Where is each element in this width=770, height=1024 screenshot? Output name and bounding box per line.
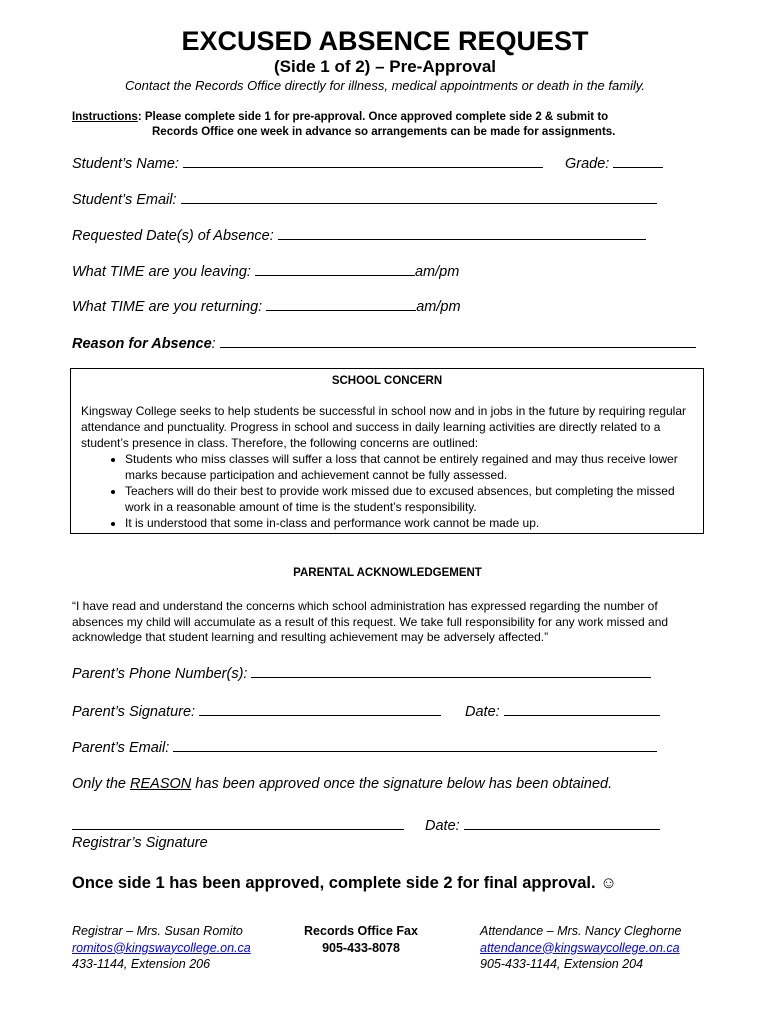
final-approval-note: Once side 1 has been approved, complete side 2 for final approval. ☺: [72, 874, 618, 892]
approval-note: [72, 776, 612, 792]
registrar-signature-row: [72, 818, 404, 834]
reason-label: Reason for Absence: [72, 336, 212, 352]
absence-dates-field[interactable]: [278, 238, 646, 240]
records-title: Records Office Fax: [304, 924, 418, 938]
parent-phone-label: Parent’s Phone Number(s):: [72, 666, 248, 682]
reason-row: [72, 336, 696, 352]
parent-date-label: Date:: [465, 704, 500, 720]
instructions: [72, 110, 615, 140]
concern-bullet: • Teachers will do their best to provide work missed due to excused absences, but completing the missed work in a reasonable amount of time is the student’s responsibility.: [125, 483, 697, 515]
returning-time-field[interactable]: [266, 309, 416, 311]
registrar-date-field[interactable]: [464, 828, 660, 830]
parent-phone-row: [72, 666, 651, 682]
grade-row: [565, 156, 663, 172]
parent-email-label: Parent’s Email:: [72, 740, 170, 756]
approval-note-reason: REASON: [130, 776, 192, 792]
contact-note: Contact the Records Office directly for illness, medical appointments or death in the family.: [125, 78, 645, 93]
registrar-date-row: [425, 818, 660, 834]
parent-phone-field[interactable]: [251, 676, 651, 678]
records-fax: 905-433-8078: [322, 940, 400, 955]
reason-colon: :: [211, 336, 216, 352]
attendance-title: Attendance – Mrs. Nancy Cleghorne: [480, 924, 682, 938]
registrar-date-label: Date:: [425, 818, 460, 834]
attendance-email-link[interactable]: attendance@kingswaycollege.on.ca: [480, 940, 680, 955]
approval-note-end: has been approved once the signature below has been obtained.: [191, 776, 613, 792]
reason-field[interactable]: [220, 346, 696, 348]
parent-signature-row: [72, 704, 441, 720]
student-name-row: [72, 156, 543, 172]
student-email-field[interactable]: [181, 202, 657, 204]
instructions-label: Instructions: [72, 111, 138, 123]
registrar-signature-label: Registrar’s Signature: [72, 835, 208, 851]
student-email-row: [72, 192, 657, 208]
parent-email-row: [72, 740, 657, 756]
leaving-time-label: What TIME are you leaving:: [72, 264, 251, 280]
grade-field[interactable]: [613, 166, 663, 168]
parental-ack-statement: “I have read and understand the concerns which school administration has expressed regarding the number of absences my child will accumulate as a result of this request. We take full responsibility for any work missed and acknowledge that student learning and resulting achievement may be adversely affected.”: [72, 599, 669, 644]
footer-registrar: [72, 923, 251, 973]
absence-dates-label: Requested Date(s) of Absence:: [72, 228, 274, 244]
returning-ampm: am/pm: [416, 299, 461, 315]
leaving-time-row: [72, 264, 459, 280]
parental-ack-title: PARENTAL ACKNOWLEDGEMENT: [293, 567, 482, 579]
registrar-title: Registrar – Mrs. Susan Romito: [72, 924, 243, 938]
registrar-signature-field[interactable]: [72, 828, 404, 830]
returning-time-row: [72, 299, 461, 315]
approval-note-start: Only the: [72, 776, 131, 792]
footer-records: [298, 923, 424, 956]
concern-bullet: • Students who miss classes will suffer a loss that cannot be entirely regained and may thus receive lower marks because participation and achievement cannot be fully assessed.: [125, 451, 697, 483]
school-concern-body: [81, 403, 697, 531]
concern-bullet: • It is understood that some in-class and performance work cannot be made up.: [125, 515, 697, 531]
registrar-phone: 433-1144, Extension 206: [72, 957, 211, 971]
parent-date-row: [465, 704, 660, 720]
school-concern-title: SCHOOL CONCERN: [331, 375, 443, 387]
school-concern-intro: Kingsway College seeks to help students be successful in school now and in jobs in the future by requiring regular attendance and punctuality. Progress in school and success in daily learning activities are directly related to a student’s presence in class. Therefore, the following concerns are outlined:: [81, 404, 687, 450]
leaving-time-field[interactable]: [255, 274, 415, 276]
instructions-line-1: : Please complete side 1 for pre-approval. Once approved complete side 2 & submit to: [137, 111, 609, 123]
page-title: EXCUSED ABSENCE REQUEST: [181, 26, 589, 56]
parent-signature-field[interactable]: [199, 714, 441, 716]
school-concern-box: [70, 368, 704, 534]
footer-attendance: [480, 923, 682, 973]
parent-email-field[interactable]: [173, 750, 657, 752]
parent-signature-label: Parent’s Signature:: [72, 704, 196, 720]
grade-label: Grade:: [565, 156, 610, 172]
absence-dates-row: [72, 228, 646, 244]
school-concern-list: [81, 451, 697, 531]
student-name-field[interactable]: [183, 166, 543, 168]
parent-date-field[interactable]: [504, 714, 660, 716]
page-subtitle: (Side 1 of 2) – Pre-Approval: [274, 57, 496, 76]
returning-time-label: What TIME are you returning:: [72, 299, 263, 315]
student-name-label: Student’s Name:: [72, 156, 179, 172]
instructions-line-2: Records Office one week in advance so arrangements can be made for assignments.: [152, 126, 616, 138]
registrar-email-link[interactable]: romitos@kingswaycollege.on.ca: [72, 940, 251, 955]
attendance-phone: 905-433-1144, Extension 204: [480, 957, 644, 971]
leaving-ampm: am/pm: [414, 264, 460, 280]
student-email-label: Student’s Email:: [72, 192, 177, 208]
